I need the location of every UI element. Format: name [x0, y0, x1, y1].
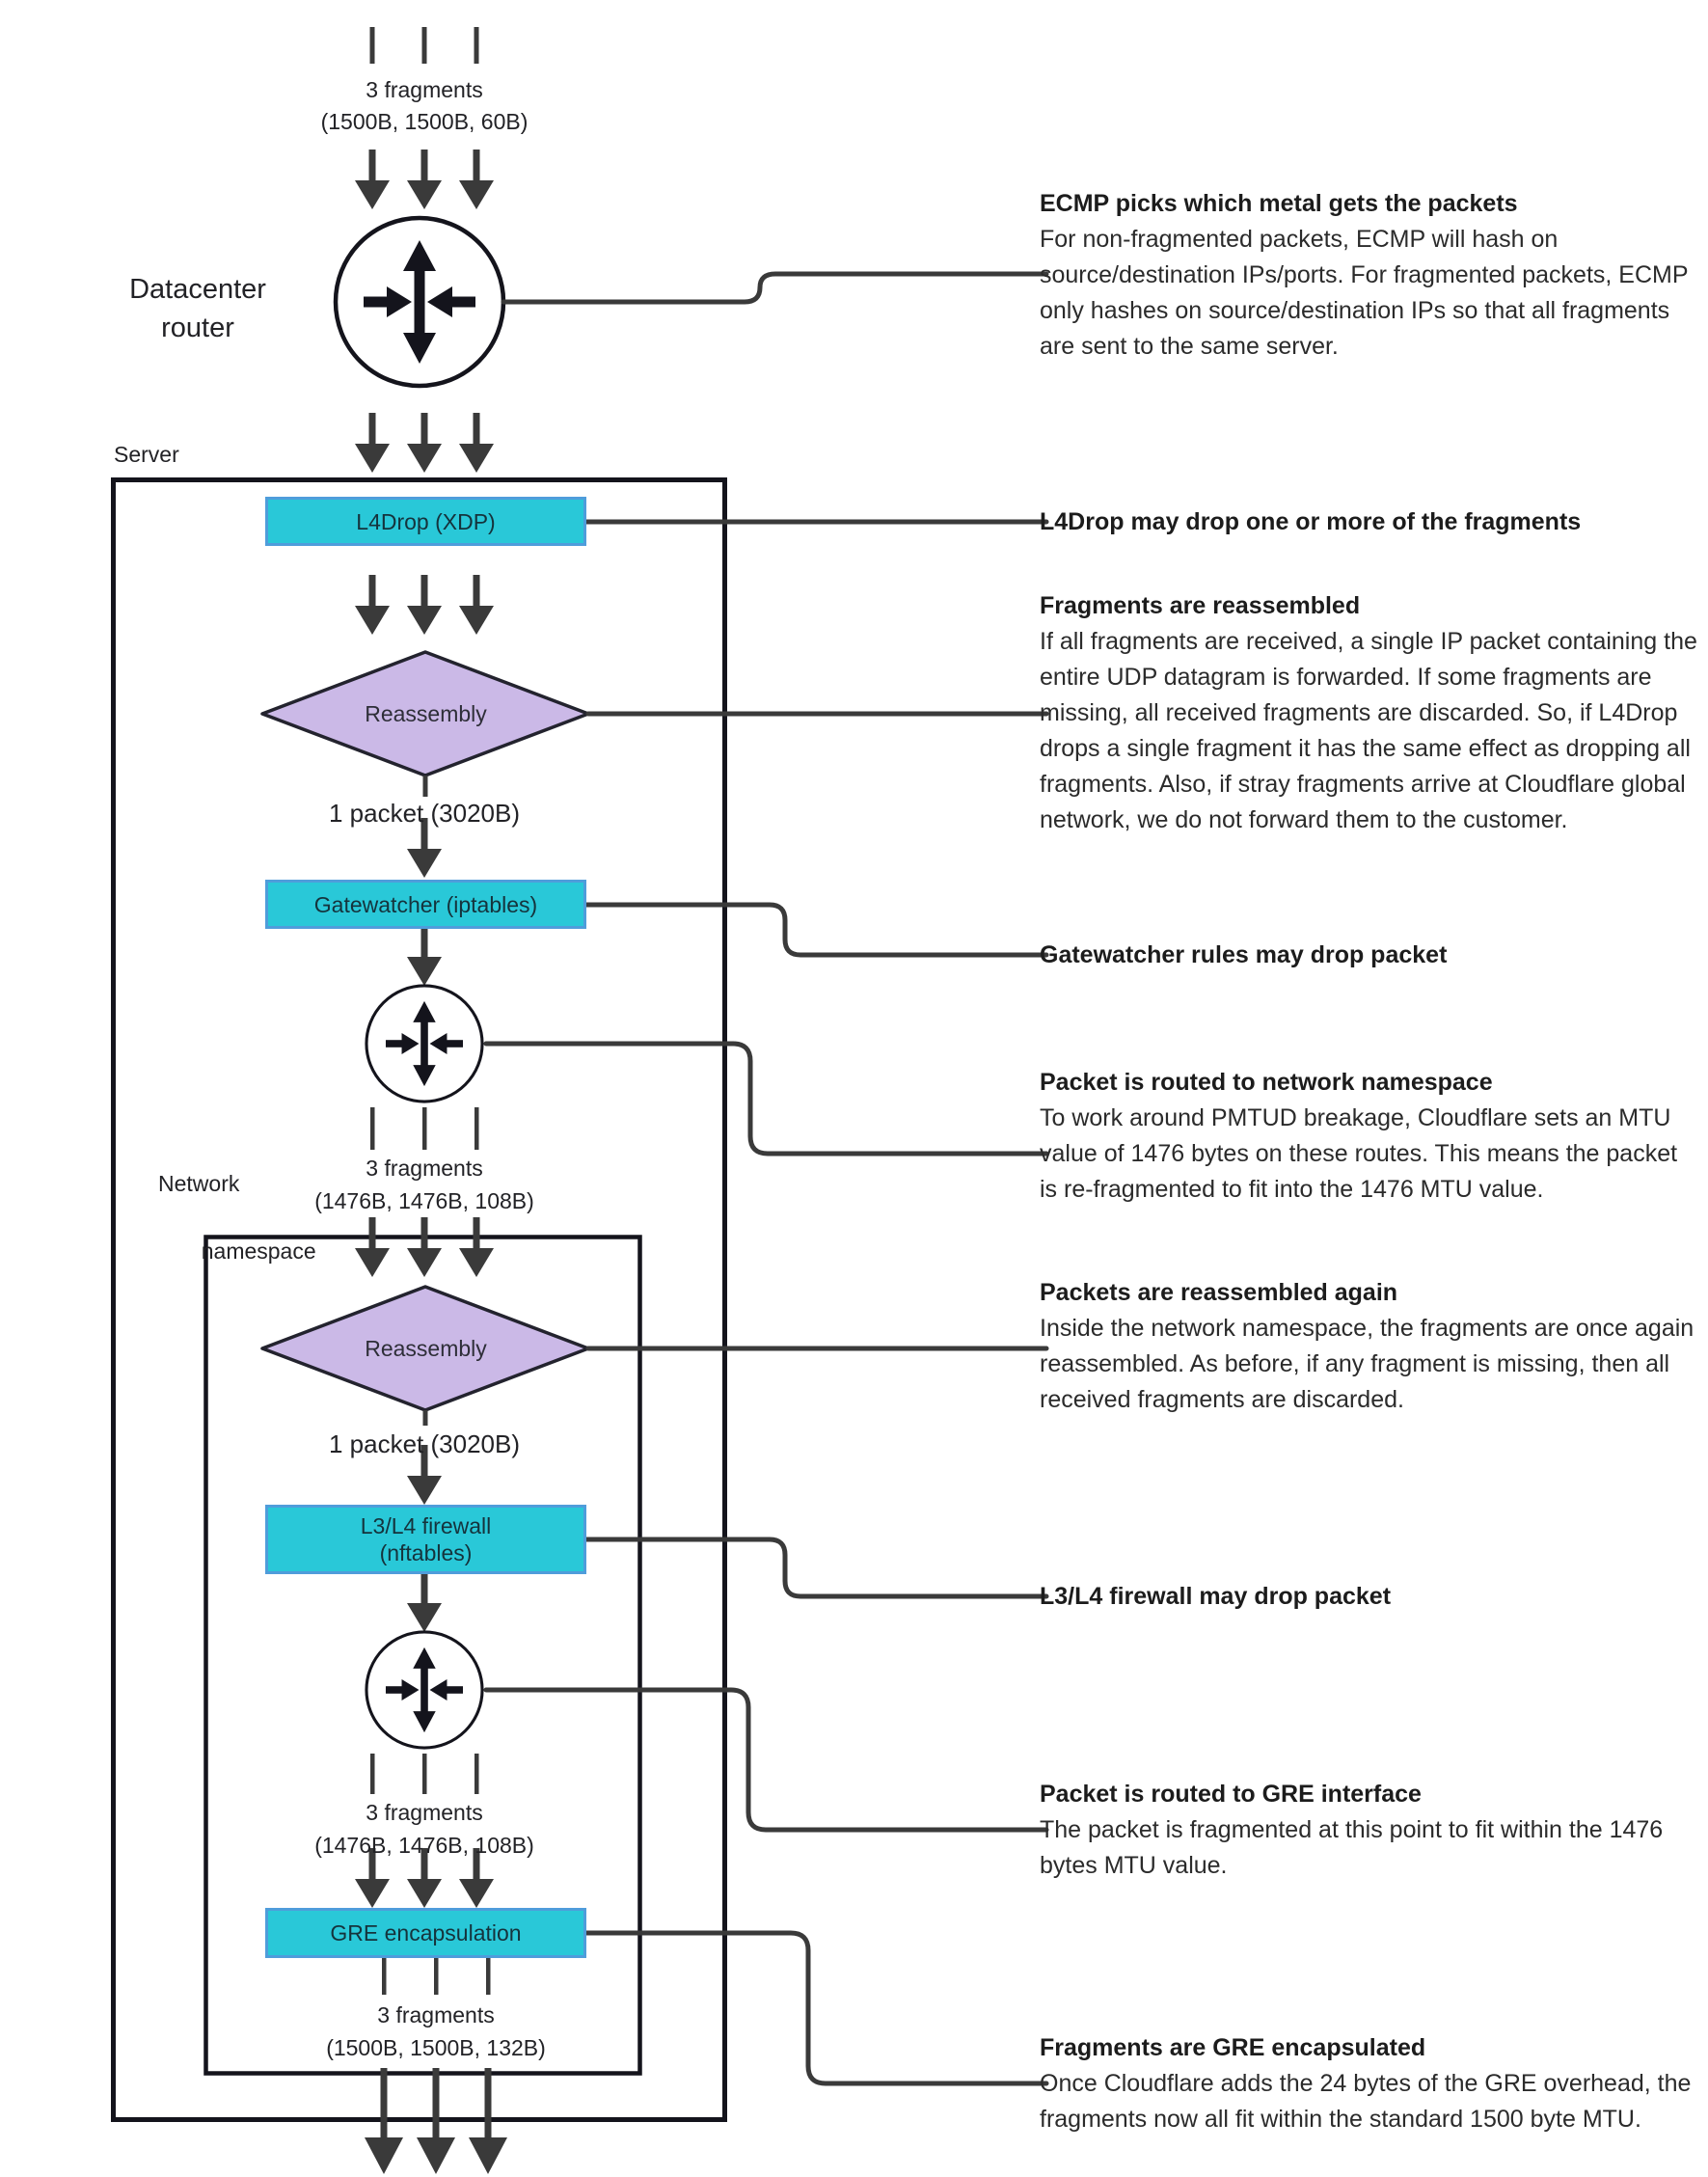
- packet-2-label: 1 packet (3020B): [328, 1429, 520, 1458]
- outbound-fragments-count: 3 fragments: [377, 2002, 495, 2027]
- annotation-heading: L4Drop may drop one or more of the fragments: [1040, 508, 1582, 535]
- gre-in-fragments-sizes: (1476B, 1476B, 108B): [314, 1833, 534, 1858]
- mid-fragments-count: 3 fragments: [366, 1156, 483, 1181]
- annotation-reassembled-again: [1040, 1275, 1699, 1418]
- connector-line: [586, 1539, 1046, 1596]
- fragment-tick: [423, 776, 428, 797]
- flow-arrow-icon: [355, 413, 390, 473]
- fragment-ticks: [370, 1107, 479, 1150]
- annotation-ecmp: [1040, 186, 1699, 365]
- annotation-routed-namespace: [1040, 1065, 1699, 1208]
- network-namespace-label-line1: Network: [158, 1171, 240, 1196]
- annotation-routed-gre: [1040, 1777, 1699, 1884]
- flow-arrow-icon: [459, 1217, 494, 1277]
- annotation-l3l4-drop: [1040, 1579, 1699, 1615]
- server-label: Server: [114, 442, 179, 467]
- router-icon: [366, 986, 482, 1102]
- annotation-heading: Fragments are reassembled: [1040, 592, 1361, 619]
- connector-line: [503, 274, 1046, 302]
- network-namespace-label: [158, 1167, 316, 1268]
- packet-1-label: 1 packet (3020B): [328, 799, 520, 828]
- annotation-l4drop: [1040, 504, 1699, 540]
- l3l4-firewall-label-line2: (nftables): [379, 1540, 473, 1565]
- annotation-heading: ECMP picks which metal gets the packets: [1040, 190, 1518, 217]
- mid-fragments-sizes: (1476B, 1476B, 108B): [314, 1188, 534, 1213]
- annotation-body: If all fragments are received, a single IP packet containing the entire UDP datagram is forwarded. If some fragments are missing, all received fragments are discarded. So, if L4Drop drops a single fragment it has the same effect as dropping all fragments. Also, if stray fragments arrive at Cloudflare global network, we do not forward them to the customer.: [1040, 628, 1697, 833]
- fragment-tick: [423, 1410, 428, 1426]
- annotation-body: Inside the network namespace, the fragments are once again reassembled. As before, if any fragment is missing, then all received fragments are discarded.: [1040, 1315, 1694, 1413]
- inbound-fragments-count: 3 fragments: [366, 77, 483, 102]
- flow-arrow-icon: [459, 413, 494, 473]
- reassembly-1-label: Reassembly: [365, 701, 487, 726]
- inbound-fragment-ticks: [370, 27, 479, 64]
- l3l4-firewall-label-line1: L3/L4 firewall: [360, 1513, 492, 1538]
- router-icon: [366, 1632, 482, 1748]
- annotation-body: For non-fragmented packets, ECMP will hash on source/destination IPs/ports. For fragmented packets, ECMP only hashes on source/destination IPs so that all fragments are sent to the same server.: [1040, 226, 1689, 360]
- flow-arrow-icon: [459, 575, 494, 635]
- fragment-ticks: [382, 1958, 491, 1995]
- annotation-heading: Packets are reassembled again: [1040, 1279, 1398, 1306]
- annotation-body: To work around PMTUD breakage, Cloudflare sets an MTU value of 1476 bytes on these routes. This means the packet is re-fragmented to fit into the 1476 MTU value.: [1040, 1104, 1678, 1203]
- connector-line: [586, 905, 1046, 955]
- annotation-heading: Packet is routed to GRE interface: [1040, 1781, 1422, 1808]
- gre-in-fragments-count: 3 fragments: [366, 1800, 483, 1825]
- annotation-heading: L3/L4 firewall may drop packet: [1040, 1583, 1392, 1610]
- flow-arrow-icon: [407, 1572, 442, 1632]
- flow-arrow-icon: [407, 926, 442, 986]
- fragment-ticks: [370, 1754, 479, 1794]
- outbound-fragments-sizes: (1500B, 1500B, 132B): [326, 2035, 546, 2060]
- flow-arrow-icon: [407, 575, 442, 635]
- annotation-heading: Gatewatcher rules may drop packet: [1040, 941, 1448, 968]
- router-icon: [336, 218, 503, 386]
- annotation-body: The packet is fragmented at this point to fit within the 1476 bytes MTU value.: [1040, 1816, 1664, 1879]
- l4drop-node: L4Drop (XDP): [265, 497, 586, 546]
- reassembly-2-label: Reassembly: [365, 1336, 487, 1361]
- datacenter-router-label-line1: Datacenter: [129, 274, 266, 305]
- flow-arrow-icon: [355, 575, 390, 635]
- datacenter-router-label-line2: router: [161, 313, 234, 343]
- annotation-heading: Fragments are GRE encapsulated: [1040, 2034, 1426, 2061]
- connector-line: [486, 1044, 1046, 1154]
- l3l4-firewall-node: [265, 1505, 586, 1574]
- inbound-fragments-sizes: (1500B, 1500B, 60B): [320, 109, 529, 134]
- annotation-gre-encapsulated: [1040, 2030, 1699, 2137]
- annotation-heading: Packet is routed to network namespace: [1040, 1069, 1493, 1096]
- gre-encapsulation-node: GRE encapsulation: [265, 1908, 586, 1958]
- annotation-body: Once Cloudflare adds the 24 bytes of the GRE overhead, the fragments now all fit within the standard 1500 byte MTU.: [1040, 2070, 1692, 2133]
- flow-arrow-icon: [459, 150, 494, 209]
- flow-arrow-icon: [407, 1217, 442, 1277]
- flow-arrow-icon: [407, 413, 442, 473]
- connector-line: [586, 1933, 1046, 2083]
- gatewatcher-node: Gatewatcher (iptables): [265, 880, 586, 929]
- flow-arrow-icon: [355, 150, 390, 209]
- l3l4-firewall-label: [361, 1512, 492, 1566]
- flow-arrow-icon: [407, 150, 442, 209]
- annotation-reassembled: [1040, 588, 1699, 838]
- datacenter-router-label: [92, 270, 304, 347]
- annotation-gatewatcher: [1040, 938, 1699, 973]
- flow-arrow-icon: [355, 1217, 390, 1277]
- network-namespace-label-line2: namespace: [201, 1238, 316, 1264]
